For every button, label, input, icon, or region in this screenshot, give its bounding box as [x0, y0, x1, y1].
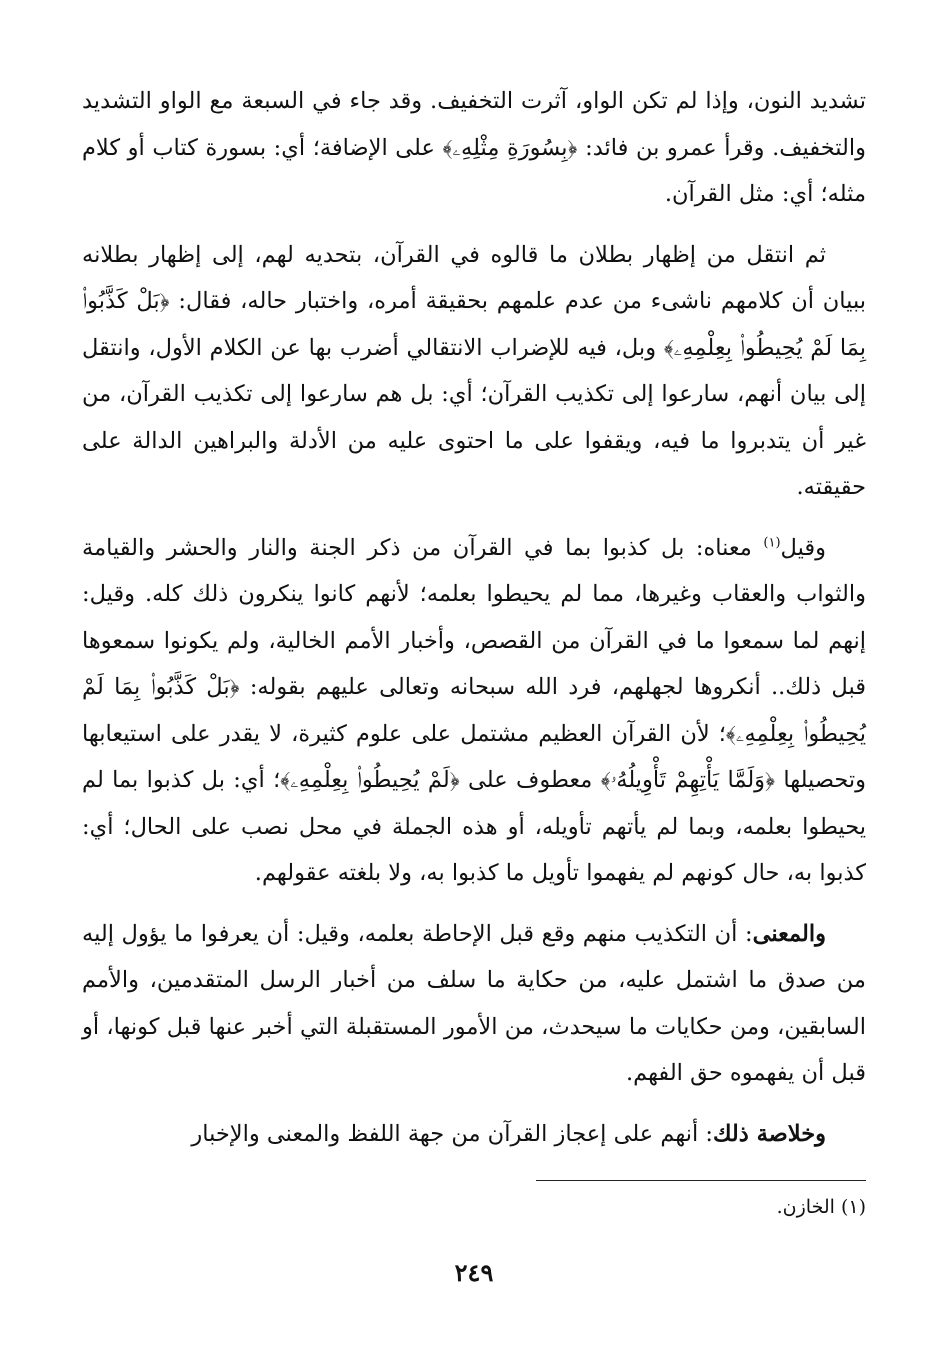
- paragraph-5: [82, 1111, 866, 1158]
- paragraph-5-body: : أنهم على إعجاز القرآن من جهة اللفظ والمعنى والإخبار: [191, 1120, 713, 1147]
- paragraph-3-body: معناه: بل كذبوا بما في القرآن من ذكر الجنة والنار والحشر والقيامة والثواب والعقاب وغيرها، مما لم يحيطوا بعلمه؛ لأنهم كانوا ينكرون ذلك كله. وقيل: إنهم لما سمعوا ما في القرآن من القصص، وأخبار الأمم الخالية، ولم يكونوا سمعوها قبل ذلك.. أنكروها لجهلهم، فرد الله سبحانه وتعالى عليهم بقوله: ﴿بَلْ كَذَّبُوا۟ بِمَا لَمْ يُحِيطُوا۟ بِعِلْمِهِۦ﴾؛ لأن القرآن العظيم مشتمل على علوم كثيرة، لا يقدر على استيعابها وتحصيلها ﴿وَلَمَّا يَأْتِهِمْ تَأْوِيلُهُۥ﴾ معطوف على ﴿لَمْ يُحِيطُوا۟ بِعِلْمِهِۦ﴾؛ أي: بل كذبوا بما لم يحيطوا بعلمه، وبما لم يأتهم تأويله، أو هذه الجملة في محل نصب على الحال؛ أي: كذبوا به، حال كونهم لم يفهموا تأويل ما كذبوا به، ولا بلغته عقولهم.: [82, 534, 866, 886]
- paragraph-3-start: وقيل: [780, 534, 826, 561]
- paragraph-4: [82, 911, 866, 1097]
- footnote-divider: [536, 1180, 866, 1181]
- page-number: ٢٤٩: [454, 1258, 494, 1287]
- paragraph-5-lead: وخلاصة ذلك: [712, 1120, 826, 1147]
- footnote-reference: (١): [763, 535, 781, 550]
- paragraph-1: تشديد النون، وإذا لم تكن الواو، آثرت التخفيف. وقد جاء في السبعة مع الواو التشديد والتخفيف. وقرأ عمرو بن فائد: ﴿بِسُورَةِ مِثْلِهِۦ﴾ على الإضافة؛ أي: بسورة كتاب أو كلام مثله؛ أي: مثل القرآن.: [82, 88, 866, 207]
- paragraph-2: ثم انتقل من إظهار بطلان ما قالوه في القرآن، بتحديه لهم، إلى إظهار بطلانه ببيان أن كلامهم ناشىء من عدم علمهم بحقيقة أمره، واختبار حاله، فقال: ﴿بَلْ كَذَّبُوا۟ بِمَا لَمْ يُحِيطُوا۟ بِعِلْمِهِۦ﴾ وبل، فيه للإضراب الانتقالي أضرب بها عن الكلام الأول، وانتقل إلى بيان أنهم، سارعوا إلى تكذيب القرآن؛ أي: بل هم سارعوا إلى تكذيب القرآن، من غير أن يتدبروا ما فيه، ويقفوا على ما احتوى عليه من الأدلة والبراهين الدالة على حقيقته.: [82, 241, 866, 500]
- paragraph-3: [82, 525, 866, 897]
- footnote: (١) الخازن.: [776, 1196, 866, 1218]
- paragraph-4-lead: والمعنى: [752, 920, 826, 947]
- body-text: [82, 78, 866, 1171]
- paragraph-4-body: : أن التكذيب منهم وقع قبل الإحاطة بعلمه، وقيل: أن يعرفوا ما يؤول إليه من صدق ما اشتمل عليه، من حكاية ما سلف من أخبار الرسل المتقدمين، والأمم السابقين، ومن حكايات ما سيحدث، من الأمور المستقبلة التي أخبر عنها قبل كونها، أو قبل أن يفهموه حق الفهم.: [82, 920, 866, 1086]
